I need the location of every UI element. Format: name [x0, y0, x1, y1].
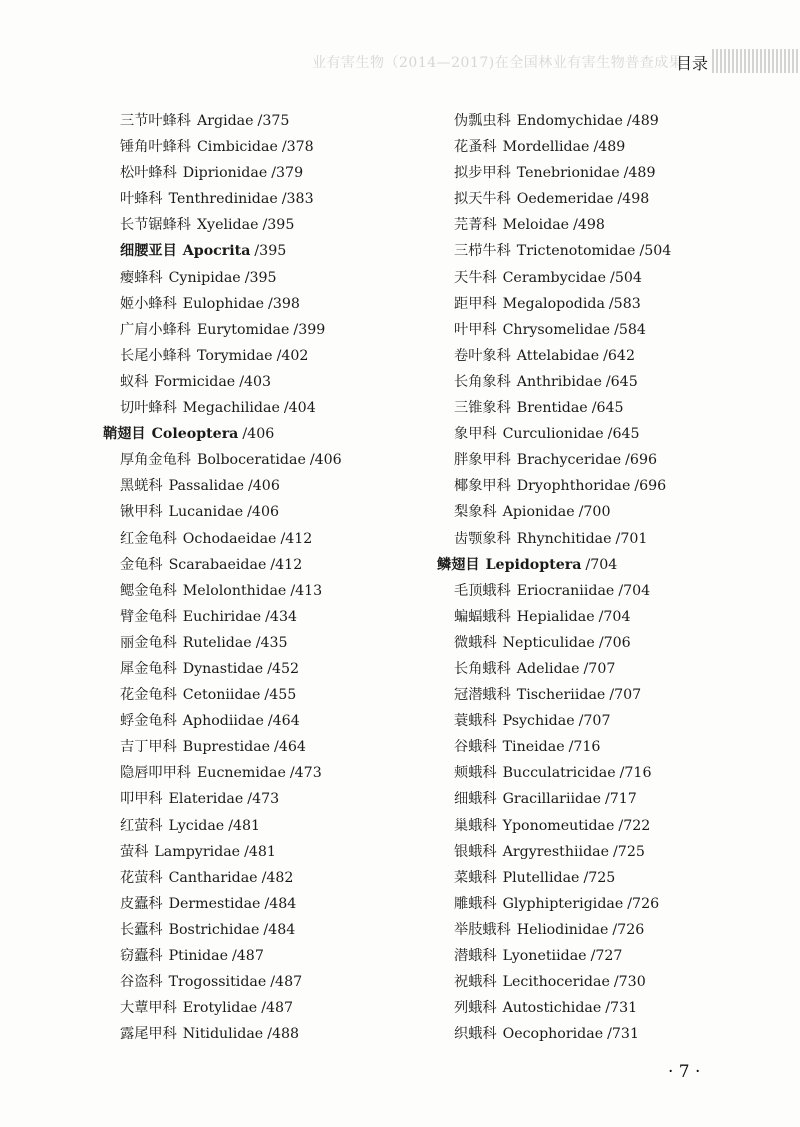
taxon-latin-name: Torymidae: [196, 347, 273, 364]
taxon-chinese-name: 三栉牛科: [454, 243, 511, 260]
taxon-latin-name: Tenthredinidae: [168, 191, 278, 208]
toc-entry: [103, 552, 342, 578]
page-reference: /383: [281, 191, 314, 208]
taxon-latin-name: Argyresthiidae: [502, 843, 610, 860]
page-reference: /452: [267, 660, 300, 677]
taxon-latin-name: Anthribidae: [516, 373, 602, 390]
toc-entry: [437, 995, 671, 1021]
toc-entry: [437, 343, 671, 369]
section-label: 目录: [676, 54, 709, 73]
taxon-chinese-name: 黑蜣科: [120, 478, 163, 495]
page-reference: /584: [614, 321, 646, 338]
toc-entry: [103, 447, 342, 473]
page-reference: /717: [604, 791, 637, 808]
page-number: · 7 ·: [668, 1062, 701, 1082]
toc-entry: [437, 421, 671, 447]
page-reference: /645: [591, 400, 624, 417]
taxon-chinese-name: 三锥象科: [454, 400, 511, 417]
taxon-chinese-name: 隐唇叩甲科: [120, 765, 191, 782]
taxon-latin-name: Scarabaeidae: [168, 556, 267, 573]
taxon-latin-name: Attelabidae: [516, 347, 600, 364]
taxon-chinese-name: 瘿蜂科: [120, 269, 163, 286]
taxon-chinese-name: 鞘翅目: [103, 426, 146, 443]
taxon-chinese-name: 象甲科: [454, 426, 497, 443]
toc-entry: [103, 813, 342, 839]
taxon-chinese-name: 潜蛾科: [454, 948, 497, 964]
page-reference: /707: [609, 687, 642, 704]
page-reference: /504: [639, 243, 672, 260]
toc-entry: [437, 865, 671, 891]
page-reference: /731: [607, 1026, 639, 1043]
taxon-chinese-name: 毛顶蛾科: [454, 582, 511, 599]
taxon-latin-name: Passalidae: [168, 478, 244, 495]
taxon-chinese-name: 大蕈甲科: [120, 1000, 177, 1017]
taxon-latin-name: Lyonetiidae: [502, 948, 587, 964]
taxon-latin-name: Nitidulidae: [182, 1026, 264, 1043]
page-reference: /700: [578, 504, 611, 521]
taxon-chinese-name: 广肩小蜂科: [120, 321, 191, 338]
page-reference: /395: [262, 217, 295, 234]
taxon-latin-name: Plutellidae: [502, 869, 580, 886]
taxon-chinese-name: 锤角叶蜂科: [120, 139, 191, 156]
toc-entry: [437, 526, 671, 552]
taxon-latin-name: Chrysomelidae: [502, 321, 611, 338]
taxon-chinese-name: 切叶蜂科: [120, 400, 177, 417]
page-reference: /473: [289, 765, 322, 782]
taxon-latin-name: Cerambycidae: [502, 269, 607, 286]
taxon-chinese-name: 丽金龟科: [120, 634, 177, 651]
toc-entry: [437, 212, 671, 238]
taxon-latin-name: Gracillariidae: [502, 791, 601, 808]
page-reference: /725: [613, 843, 645, 860]
taxon-chinese-name: 鳞翅目: [437, 556, 480, 573]
toc-entry: [437, 447, 671, 473]
page-reference: /455: [264, 687, 297, 704]
taxon-latin-name: Eucnemidae: [196, 765, 286, 782]
toc-entry: [103, 526, 342, 552]
taxon-latin-name: Dryophthoridae: [516, 478, 631, 495]
taxon-latin-name: Eulophidae: [182, 295, 265, 312]
taxon-chinese-name: 犀金龟科: [120, 660, 177, 677]
header-decoration: [712, 49, 800, 73]
toc-entry: [437, 552, 671, 578]
toc-entry: [103, 708, 342, 734]
page-reference: /726: [612, 921, 645, 938]
taxon-chinese-name: 细腰亚目: [120, 243, 177, 260]
toc-entry: [103, 369, 342, 395]
toc-entry: [103, 265, 342, 291]
taxon-latin-name: Bolboceratidae: [196, 452, 306, 469]
taxon-latin-name: Hepialidae: [516, 608, 595, 625]
toc-entry: [437, 839, 671, 865]
page-reference: /395: [244, 269, 277, 286]
taxon-chinese-name: 长角蛾科: [454, 660, 511, 677]
taxon-chinese-name: 叩甲科: [120, 791, 163, 808]
taxon-latin-name: Cimbicidae: [196, 139, 278, 156]
taxon-chinese-name: 蜉金龟科: [120, 713, 177, 730]
page-reference: /730: [613, 974, 646, 991]
toc-entry: [437, 291, 671, 317]
toc-entry: [103, 578, 342, 604]
page-reference: /484: [263, 921, 296, 938]
taxon-latin-name: Apocrita: [182, 243, 251, 260]
toc-entry: [437, 265, 671, 291]
taxon-latin-name: Bostrichidae: [168, 921, 260, 938]
taxon-chinese-name: 金龟科: [120, 556, 163, 573]
taxon-chinese-name: 祝蛾科: [454, 974, 497, 991]
taxon-chinese-name: 花蚤科: [454, 139, 497, 156]
taxon-chinese-name: 叶蜂科: [120, 191, 163, 208]
taxon-latin-name: Megalopodida: [502, 295, 605, 312]
taxon-chinese-name: 银蛾科: [454, 843, 497, 860]
taxon-latin-name: Endomychidae: [516, 113, 623, 129]
taxon-latin-name: Xyelidae: [196, 217, 259, 234]
page-reference: /481: [228, 817, 261, 834]
taxon-chinese-name: 姬小蜂科: [120, 295, 177, 312]
page-reference: /498: [617, 191, 650, 208]
toc-entry: [437, 630, 671, 656]
taxon-latin-name: Glyphipterigidae: [502, 895, 624, 912]
taxon-chinese-name: 卷叶象科: [454, 347, 511, 364]
taxon-latin-name: Lampyridae: [154, 843, 241, 860]
taxon-chinese-name: 梨象科: [454, 504, 497, 521]
page-reference: /707: [578, 713, 611, 730]
taxon-latin-name: Adelidae: [516, 660, 580, 677]
page-reference: /706: [598, 634, 631, 651]
taxon-chinese-name: 拟步甲科: [454, 165, 511, 182]
toc-entry: [437, 682, 671, 708]
taxon-chinese-name: 厚角金龟科: [120, 452, 191, 469]
taxon-latin-name: Melolonthidae: [182, 582, 287, 599]
toc-entry: [437, 917, 671, 943]
toc-entry: [103, 343, 342, 369]
taxon-chinese-name: 鳃金龟科: [120, 582, 177, 599]
page-reference: /498: [573, 217, 605, 234]
page-reference: /412: [270, 556, 303, 573]
page-reference: /482: [261, 869, 294, 886]
page-reference: /704: [585, 556, 618, 573]
taxon-chinese-name: 胖象甲科: [454, 452, 511, 469]
taxon-chinese-name: 列蛾科: [454, 1000, 497, 1017]
taxon-chinese-name: 长角象科: [454, 373, 511, 390]
taxon-latin-name: Nepticulidae: [502, 634, 595, 651]
toc-entry: [437, 395, 671, 421]
toc-entry: [103, 969, 342, 995]
taxon-latin-name: Autostichidae: [502, 1000, 602, 1017]
page-reference: /489: [593, 139, 626, 156]
taxon-chinese-name: 窃蠹科: [120, 948, 163, 964]
taxon-chinese-name: 红萤科: [120, 817, 163, 834]
taxon-chinese-name: 臂金龟科: [120, 608, 177, 625]
page-reference: /727: [590, 948, 623, 964]
taxon-latin-name: Apionidae: [502, 504, 575, 521]
taxon-chinese-name: 天牛科: [454, 269, 497, 286]
page-reference: /642: [603, 347, 635, 364]
page-reference: /413: [290, 582, 323, 599]
taxon-chinese-name: 雕蛾科: [454, 895, 497, 912]
page-reference: /375: [257, 113, 290, 129]
toc-entry: [437, 708, 671, 734]
taxon-chinese-name: 蝙蝠蛾科: [454, 608, 511, 625]
page-reference: /583: [608, 295, 641, 312]
taxon-chinese-name: 谷蛾科: [454, 739, 497, 756]
taxon-latin-name: Aphodiidae: [182, 713, 264, 730]
page-reference: /395: [254, 243, 287, 260]
taxon-chinese-name: 叶甲科: [454, 321, 497, 338]
toc-entry: [103, 682, 342, 708]
taxon-latin-name: Elateridae: [168, 791, 244, 808]
page-reference: /412: [280, 530, 313, 547]
taxon-latin-name: Rutelidae: [182, 634, 252, 651]
taxon-latin-name: Buprestidae: [182, 739, 271, 756]
page-reference: /378: [281, 139, 314, 156]
taxon-latin-name: Lycidae: [168, 817, 225, 834]
page-reference: /379: [271, 165, 304, 182]
toc-entry: [103, 891, 342, 917]
page-reference: /399: [293, 321, 326, 338]
page-reference: /696: [625, 452, 658, 469]
toc-entry: [437, 160, 671, 186]
toc-entry: [103, 995, 342, 1021]
toc-entry: [437, 656, 671, 682]
toc-entry: [103, 473, 342, 499]
toc-entry: [437, 813, 671, 839]
taxon-chinese-name: 齿颚象科: [454, 530, 511, 547]
taxon-latin-name: Cynipidae: [168, 269, 241, 286]
taxon-chinese-name: 长蠹科: [120, 921, 163, 938]
page-reference: /484: [264, 895, 297, 912]
page-reference: /404: [283, 400, 316, 417]
taxon-latin-name: Yponomeutidae: [502, 817, 615, 834]
toc-entry: [437, 891, 671, 917]
taxon-latin-name: Heliodinidae: [516, 921, 609, 938]
taxon-chinese-name: 冠潜蛾科: [454, 687, 511, 704]
taxon-latin-name: Curculionidae: [502, 426, 604, 443]
page-reference: /406: [309, 452, 342, 469]
taxon-latin-name: Psychidae: [502, 713, 575, 730]
page-reference: /406: [247, 478, 280, 495]
toc-entry: [103, 499, 342, 525]
toc-entry: [437, 604, 671, 630]
taxon-latin-name: Ptinidae: [168, 948, 228, 964]
taxon-chinese-name: 菜蛾科: [454, 869, 497, 886]
taxon-chinese-name: 蓑蛾科: [454, 713, 497, 730]
taxon-latin-name: Tenebrionidae: [516, 165, 620, 182]
taxon-latin-name: Lepidoptera: [485, 556, 582, 573]
taxon-latin-name: Cetoniidae: [182, 687, 261, 704]
taxon-latin-name: Cantharidae: [168, 869, 258, 886]
taxon-latin-name: Tischeriidae: [516, 687, 606, 704]
taxon-latin-name: Lecithoceridae: [502, 974, 610, 991]
book-title-header: 业有害生物（2014—2017)在全国林业有害生物普查成果: [312, 55, 684, 71]
taxon-latin-name: Euchiridae: [182, 608, 262, 625]
taxon-chinese-name: 织蛾科: [454, 1026, 497, 1043]
page-reference: /487: [270, 974, 303, 991]
taxon-latin-name: Rhynchitidae: [516, 530, 612, 547]
toc-entry: [437, 969, 671, 995]
toc-entry: [437, 943, 671, 969]
page-reference: /481: [244, 843, 276, 860]
toc-entry: [103, 212, 342, 238]
toc-entry: [103, 656, 342, 682]
taxon-chinese-name: 举肢蛾科: [454, 921, 511, 938]
toc-entry: [103, 395, 342, 421]
page-reference: /435: [255, 634, 288, 651]
toc-entry: [103, 760, 342, 786]
toc-entry: [437, 369, 671, 395]
taxon-latin-name: Ochodaeidae: [182, 530, 277, 547]
toc-entry: [103, 238, 342, 264]
taxon-latin-name: Megachilidae: [182, 400, 280, 417]
taxon-chinese-name: 椰象甲科: [454, 478, 511, 495]
taxon-latin-name: Meloidae: [502, 217, 570, 234]
page-reference: /398: [268, 295, 300, 312]
taxon-chinese-name: 花萤科: [120, 869, 163, 886]
toc-entry: [437, 108, 671, 134]
taxon-latin-name: Brentidae: [516, 400, 588, 417]
taxon-latin-name: Oecophoridae: [502, 1026, 604, 1043]
page-reference: /406: [242, 426, 275, 443]
taxon-chinese-name: 萤科: [120, 843, 149, 860]
taxon-latin-name: Bucculatricidae: [502, 765, 616, 782]
toc-entry: [103, 317, 342, 343]
page-reference: /464: [274, 739, 306, 756]
page-reference: /504: [610, 269, 642, 286]
toc-entry: [103, 291, 342, 317]
page-reference: /487: [261, 1000, 294, 1017]
taxon-chinese-name: 距甲科: [454, 295, 497, 312]
taxon-latin-name: Coleoptera: [151, 426, 239, 443]
toc-entry: [103, 630, 342, 656]
taxon-latin-name: Dynastidae: [182, 660, 264, 677]
page-reference: /403: [239, 373, 272, 390]
taxon-latin-name: Dermestidae: [168, 895, 261, 912]
taxon-chinese-name: 蚁科: [120, 373, 149, 390]
taxon-chinese-name: 松叶蜂科: [120, 165, 177, 182]
taxon-latin-name: Argidae: [196, 113, 254, 129]
toc-entry: [103, 134, 342, 160]
taxon-latin-name: Mordellidae: [502, 139, 590, 156]
taxon-latin-name: Trogossitidae: [168, 974, 267, 991]
toc-entry: [103, 604, 342, 630]
page-reference: /489: [626, 113, 659, 129]
page-reference: /645: [607, 426, 640, 443]
page-reference: /707: [583, 660, 616, 677]
toc-entry: [437, 734, 671, 760]
taxon-chinese-name: 细蛾科: [454, 791, 497, 808]
taxon-latin-name: Diprionidae: [182, 165, 268, 182]
toc-entry: [437, 499, 671, 525]
taxon-latin-name: Eriocraniidae: [516, 582, 615, 599]
taxon-chinese-name: 长尾小蜂科: [120, 347, 191, 364]
toc-entry: [103, 786, 342, 812]
taxon-chinese-name: 三节叶蜂科: [120, 113, 191, 129]
page-reference: /726: [627, 895, 660, 912]
toc-entry: [103, 186, 342, 212]
toc-entry: [103, 839, 342, 865]
page-reference: /716: [568, 739, 601, 756]
page-reference: /704: [618, 582, 651, 599]
toc-entry: [437, 317, 671, 343]
toc-entry: [437, 760, 671, 786]
toc-entry: [437, 473, 671, 499]
taxon-latin-name: Erotylidae: [182, 1000, 258, 1017]
page-reference: /464: [267, 713, 300, 730]
taxon-chinese-name: 长节锯蜂科: [120, 217, 191, 234]
taxon-latin-name: Formicidae: [154, 373, 236, 390]
page-reference: /701: [615, 530, 648, 547]
toc-entry: [103, 108, 342, 134]
taxon-chinese-name: 花金龟科: [120, 687, 177, 704]
toc-entry: [103, 1021, 342, 1047]
taxon-latin-name: Lucanidae: [168, 504, 244, 521]
toc-entry: [437, 186, 671, 212]
page-reference: /402: [276, 347, 309, 364]
taxon-chinese-name: 皮蠹科: [120, 895, 163, 912]
toc-entry: [103, 943, 342, 969]
page-reference: /488: [267, 1026, 300, 1043]
toc-entry: [437, 238, 671, 264]
taxon-chinese-name: 吉丁甲科: [120, 739, 177, 756]
toc-left-column: [103, 108, 342, 1047]
taxon-latin-name: Trictenotomidae: [516, 243, 636, 260]
toc-entry: [103, 421, 342, 447]
taxon-chinese-name: 红金龟科: [120, 530, 177, 547]
toc-entry: [103, 917, 342, 943]
page-reference: /489: [623, 165, 656, 182]
page-reference: /725: [583, 869, 616, 886]
page-reference: /487: [231, 948, 264, 964]
taxon-chinese-name: 锹甲科: [120, 504, 163, 521]
taxon-chinese-name: 伪瓢虫科: [454, 113, 511, 129]
toc-entry: [437, 1021, 671, 1047]
taxon-latin-name: Brachyceridae: [516, 452, 622, 469]
toc-entry: [103, 865, 342, 891]
page-reference: /645: [605, 373, 638, 390]
page-reference: /434: [265, 608, 298, 625]
taxon-latin-name: Eurytomidae: [196, 321, 290, 338]
toc-entry: [437, 578, 671, 604]
taxon-chinese-name: 谷盗科: [120, 974, 163, 991]
page-reference: /473: [247, 791, 280, 808]
page-reference: /722: [618, 817, 651, 834]
page-reference: /731: [605, 1000, 638, 1017]
toc-entry: [103, 160, 342, 186]
toc-entry: [437, 786, 671, 812]
toc-right-column: [437, 108, 671, 1047]
taxon-chinese-name: 拟天牛科: [454, 191, 511, 208]
taxon-chinese-name: 露尾甲科: [120, 1026, 177, 1043]
page-reference: /406: [247, 504, 280, 521]
taxon-chinese-name: 颊蛾科: [454, 765, 497, 782]
taxon-latin-name: Oedemeridae: [516, 191, 614, 208]
toc-entry: [103, 734, 342, 760]
page-reference: /696: [634, 478, 667, 495]
page-reference: /704: [598, 608, 631, 625]
taxon-latin-name: Tineidae: [502, 739, 565, 756]
taxon-chinese-name: 微蛾科: [454, 634, 497, 651]
page-reference: /716: [619, 765, 652, 782]
taxon-chinese-name: 芫菁科: [454, 217, 497, 234]
toc-entry: [437, 134, 671, 160]
taxon-chinese-name: 巢蛾科: [454, 817, 497, 834]
